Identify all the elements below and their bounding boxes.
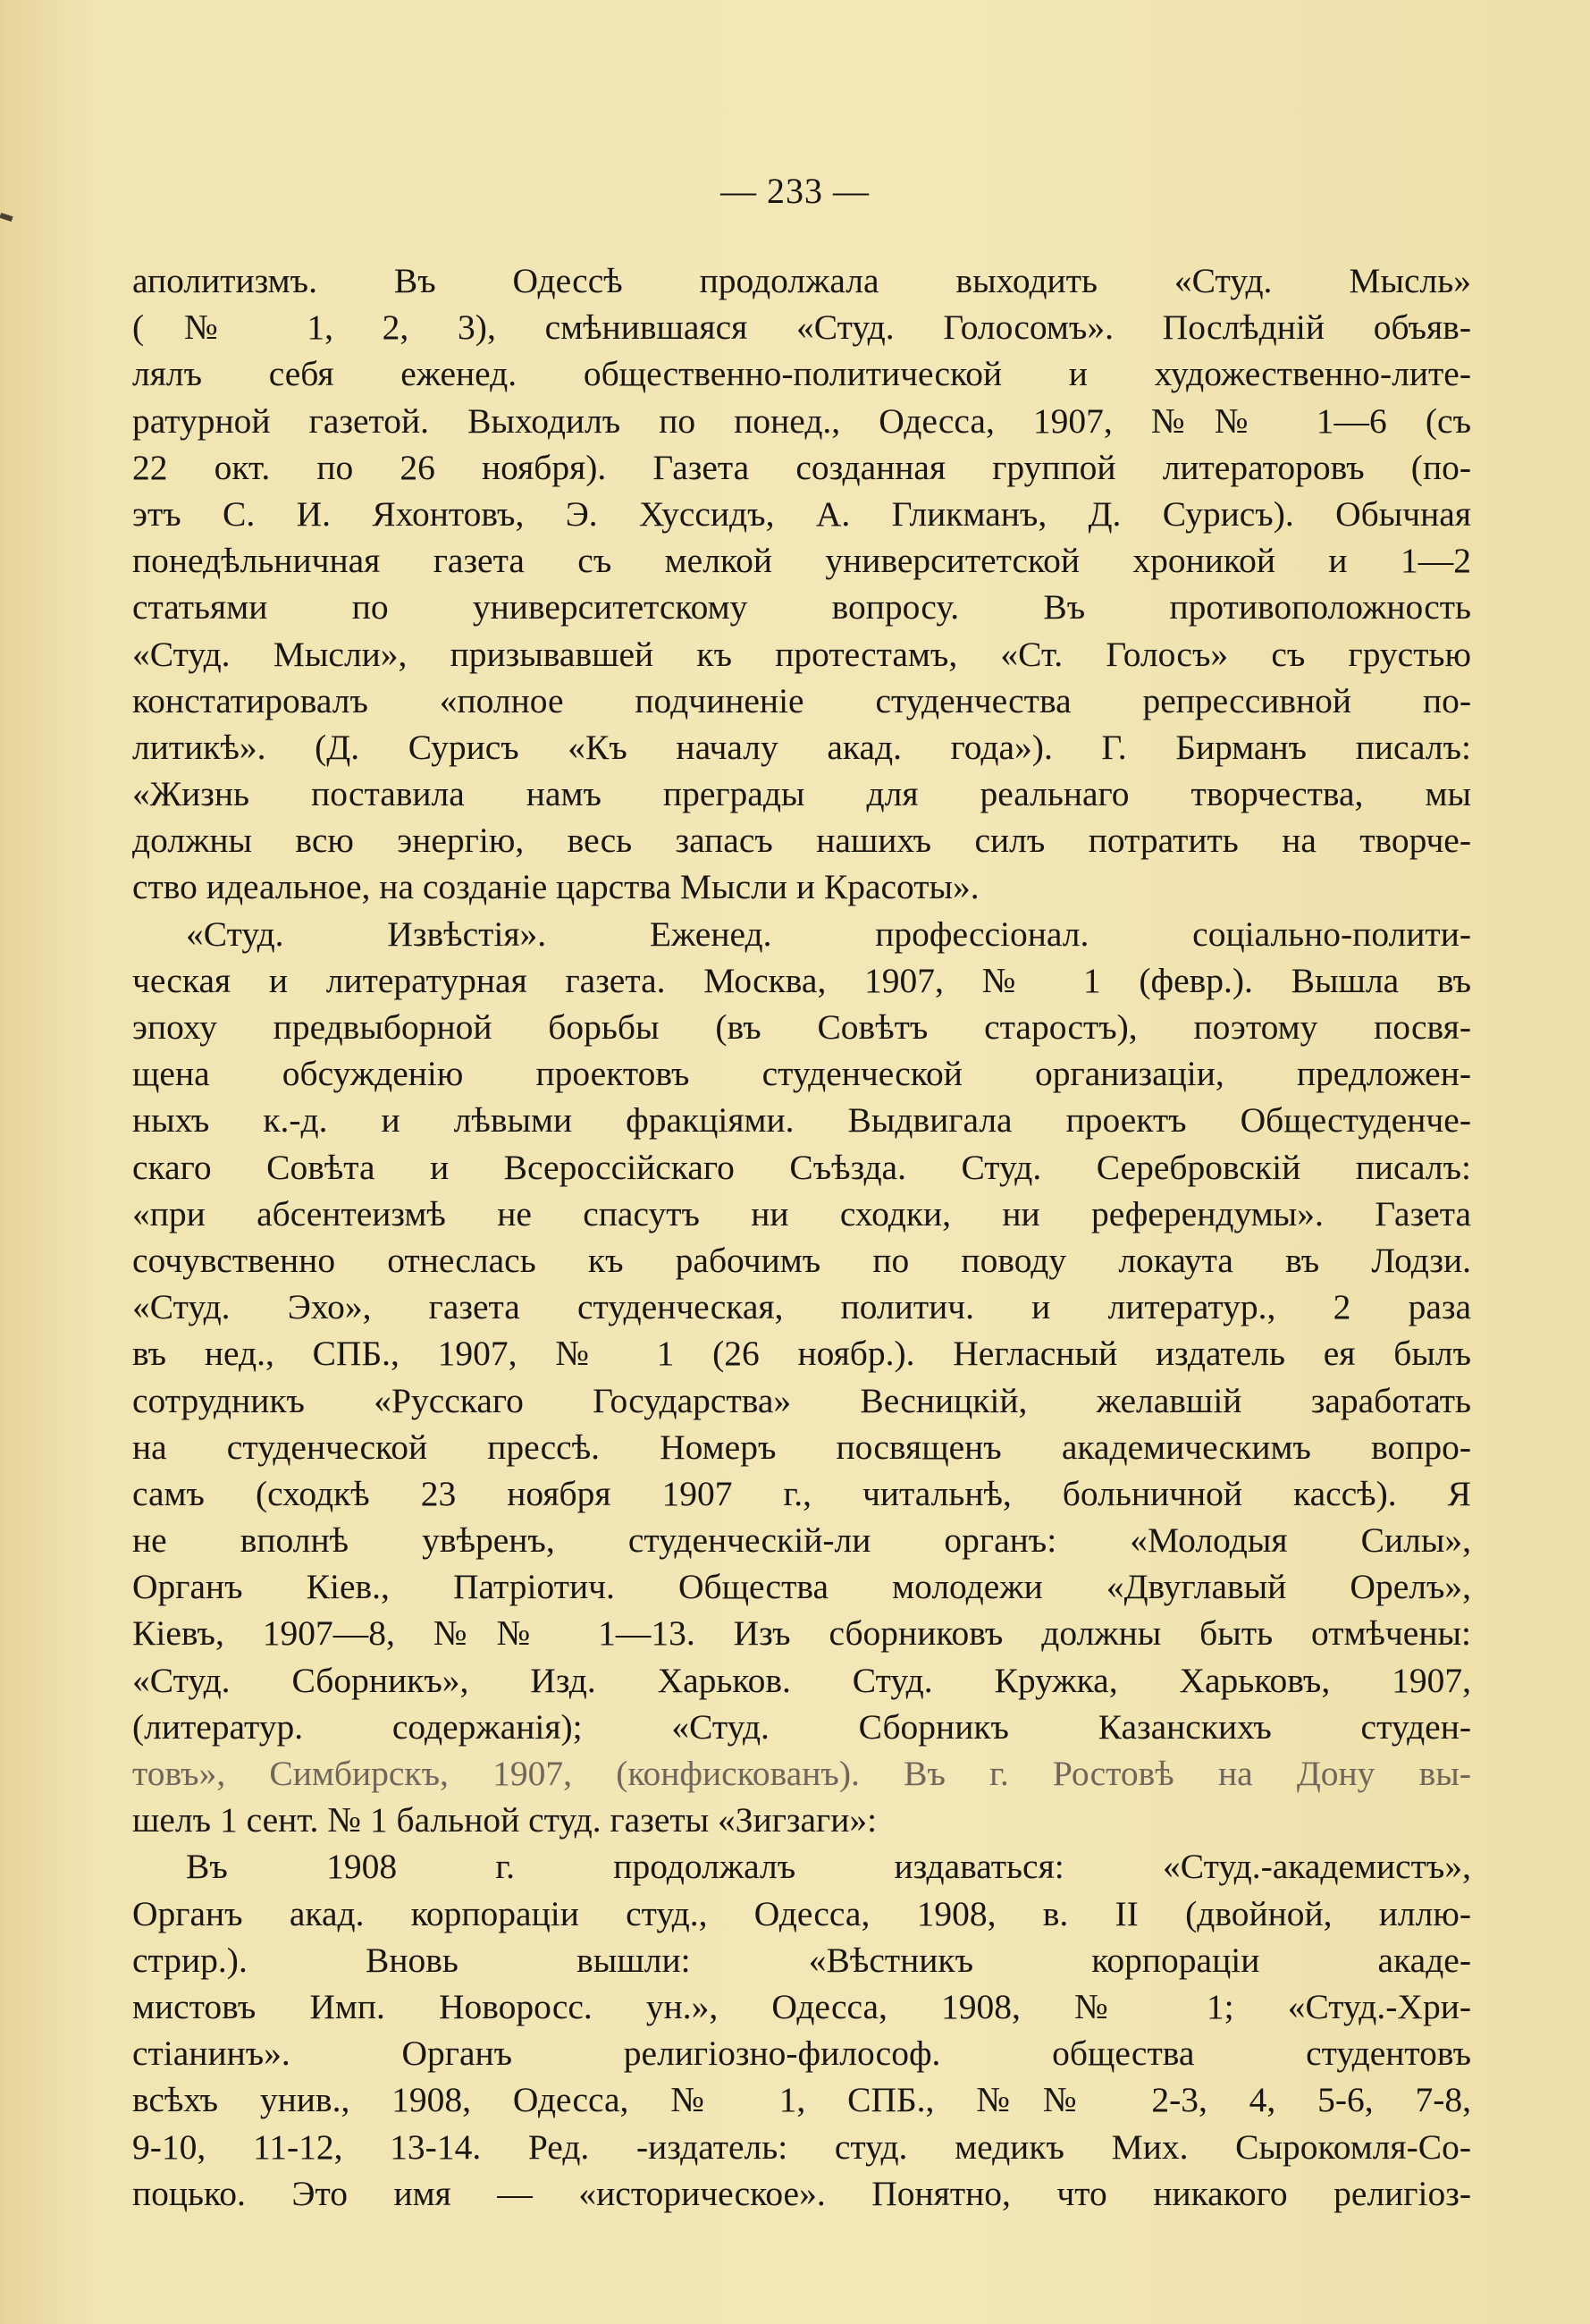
text-line: сочувственно отнеслась къ рабочимъ по поводу локаута въ Лодзи. — [132, 1240, 1471, 1280]
text-line: этъ С. И. Яхонтовъ, Э. Хуссидъ, А. Гликманъ, Д. Сурисъ). Обычная — [132, 493, 1471, 534]
margin-ink-mark — [0, 213, 13, 222]
text-line: поцько. Это имя — «историческое». Понятно, что никакого религіоз- — [132, 2173, 1471, 2213]
text-line: «Студ. Мысли», призывавшей къ протестамъ, «Ст. Голосъ» съ грустью — [132, 634, 1471, 674]
text-line: ство идеальное, на созданіе царства Мысли и Красоты». — [132, 867, 980, 907]
page-number: — 233 — — [720, 171, 870, 211]
text-line: самъ (сходкѣ 23 ноября 1907 г., читальнѣ, больничной кассѣ). Я — [132, 1473, 1471, 1513]
text-line: на студенческой прессѣ. Номеръ посвященъ академическимъ вопро- — [132, 1427, 1471, 1467]
text-line: не вполнѣ увѣренъ, студенческій-ли органъ: «Молодыя Силы», — [132, 1520, 1471, 1561]
text-line: товъ», Симбирскъ, 1907, (конфискованъ). Въ г. Ростовѣ на Дону вы- — [132, 1754, 1471, 1793]
text-line: статьями по университетскому вопросу. Въ противоположность — [132, 587, 1471, 627]
text-line: (литератур. содержанія); «Студ. Сборникъ Казанскихъ студен- — [132, 1706, 1471, 1747]
text-line: мистовъ Имп. Новоросс. ун.», Одесса, 1908, № 1; «Студ.-Хри- — [132, 1986, 1471, 2026]
text-line: скаго Совѣта и Всероссійскаго Съѣзда. Студ. Серебровскій писалъ: — [132, 1147, 1471, 1187]
text-line: лялъ себя еженед. общественно-политической и художественно-лите- — [132, 354, 1471, 394]
body-text — [132, 257, 1471, 2217]
text-line: понедѣльничная газета съ мелкой университетской хроникой и 1—2 — [132, 541, 1471, 581]
text-line: констатировалъ «полное подчиненіе студенчества репрессивной по- — [132, 680, 1471, 720]
text-line: шелъ 1 сент. № 1 бальной студ. газеты «Зигзаги»: — [132, 1800, 878, 1840]
text-line: «при абсентеизмѣ не спасутъ ни сходки, ни референдумы». Газета — [132, 1193, 1471, 1234]
text-line: должны всю энергію, весь запасъ нашихъ силъ потратить на творче- — [132, 821, 1471, 861]
paragraph-start-line: «Студ. Извѣстія». Еженед. профессіонал. соціально-полити- — [186, 914, 1471, 954]
text-line: ческая и литературная газета. Москва, 1907, № 1 (февр.). Вышла въ — [132, 960, 1471, 1000]
text-line: 22 окт. по 26 ноября). Газета созданная группой литераторовъ (по- — [132, 447, 1471, 487]
text-line: «Жизнь поставила намъ преграды для реальнаго творчества, мы — [132, 774, 1471, 814]
text-line: стіанинъ». Органъ религіозно-философ. общества студентовъ — [132, 2034, 1471, 2074]
text-line: аполитизмъ. Въ Одессѣ продолжала выходить «Студ. Мысль» — [132, 261, 1471, 300]
text-line: ныхъ к.-д. и лѣвыми фракціями. Выдвигала проектъ Общестуденче- — [132, 1100, 1471, 1141]
text-line: «Студ. Эхо», газета студенческая, политич. и литератур., 2 раза — [132, 1287, 1471, 1327]
text-line: всѣхъ унив., 1908, Одесса, № 1, СПБ., №№ 2-3, 4, 5-6, 7-8, — [132, 2080, 1471, 2120]
text-line: 9-10, 11-12, 13-14. Ред. -издатель: студ. медикъ Мих. Сырокомля-Со- — [132, 2126, 1471, 2167]
text-line: (№ 1, 2, 3), смѣнившаяся «Студ. Голосомъ». Послѣдній объяв- — [132, 307, 1471, 348]
text-line: Органъ акад. корпораціи студ., Одесса, 1908, в. II (двойной, иллю- — [132, 1893, 1471, 1933]
text-line: Органъ Кіев., Патріотич. Общества молодежи «Двуглавый Орелъ», — [132, 1567, 1471, 1607]
text-line: стрир.). Вновь вышли: «Вѣстникъ корпораціи акаде- — [132, 1940, 1471, 1980]
text-line: въ нед., СПБ., 1907, № 1 (26 ноябр.). Негласный издатель ея былъ — [132, 1334, 1471, 1374]
paragraph-start-line: Въ 1908 г. продолжалъ издаваться: «Студ.-академистъ», — [186, 1847, 1471, 1887]
text-line: щена обсужденію проектовъ студенческой организаціи, предложен- — [132, 1054, 1471, 1094]
text-line: сотрудникъ «Русскаго Государства» Весницкій, желавшій заработать — [132, 1380, 1471, 1420]
text-line: «Студ. Сборникъ», Изд. Харьков. Студ. Кружка, Харьковъ, 1907, — [132, 1660, 1471, 1700]
text-line: ратурной газетой. Выходилъ по понед., Одесса, 1907, №№ 1—6 (съ — [132, 400, 1471, 441]
text-line: Кіевъ, 1907—8, №№ 1—13. Изъ сборниковъ должны быть отмѣчены: — [132, 1613, 1471, 1654]
text-line: литикѣ». (Д. Сурисъ «Къ началу акад. года»). Г. Бирманъ писалъ: — [132, 727, 1471, 767]
text-line: эпоху предвыборной борьбы (въ Совѣтъ старостъ), поэтому посвя- — [132, 1007, 1471, 1047]
